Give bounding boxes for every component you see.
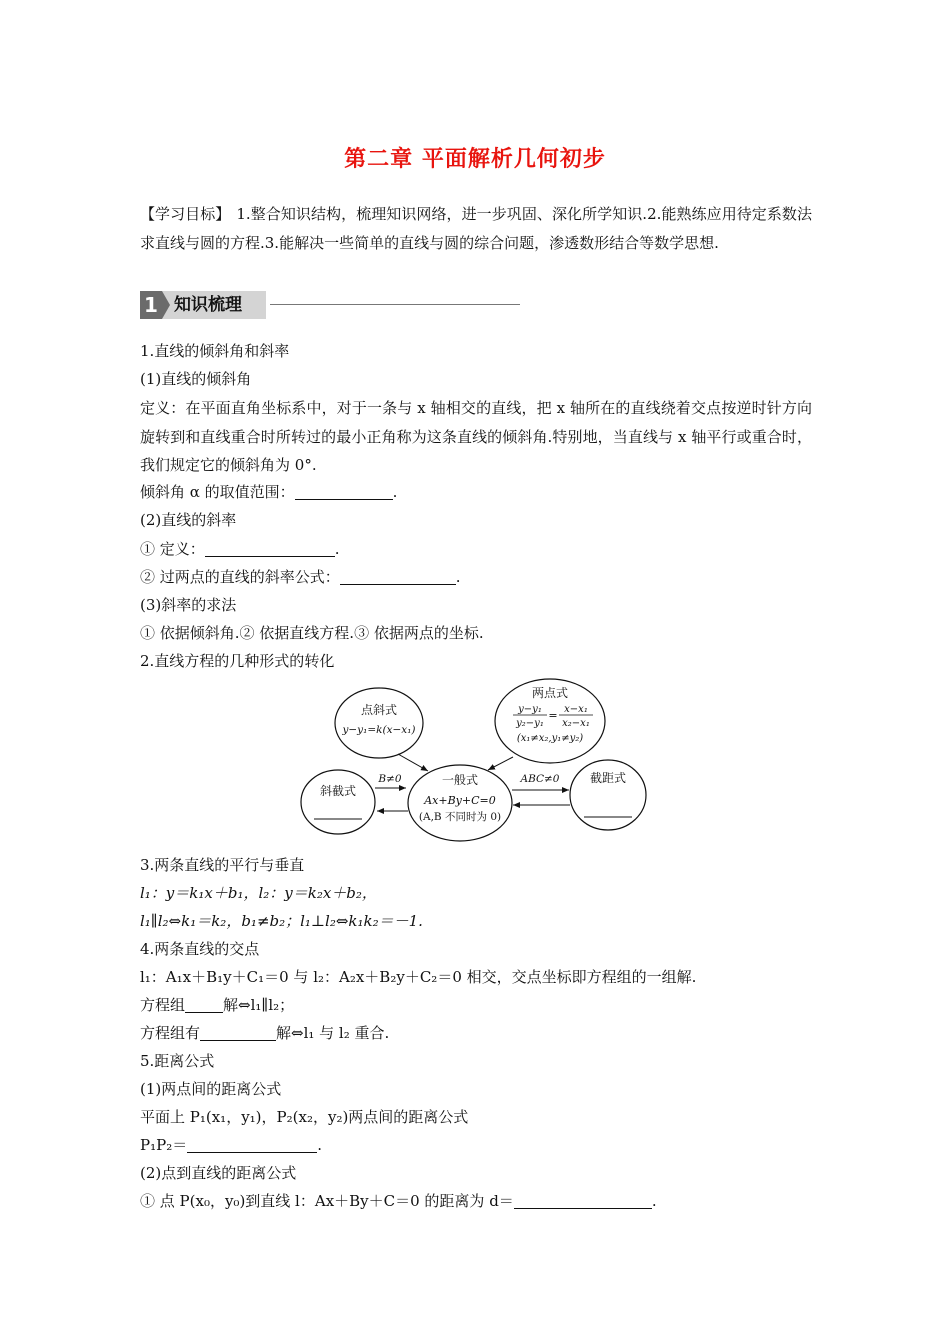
s1-sub2: (2)直线的斜率 — [140, 511, 237, 529]
s1-formula2 — [140, 563, 461, 591]
s4-heading: 4.两条直线的交点 — [140, 940, 260, 958]
answer-blank[interactable] — [340, 568, 456, 585]
s4-line3 — [140, 1019, 389, 1047]
s1-sub3: (3)斜率的求法 — [140, 596, 237, 614]
s5-line1: 平面上 P₁(x₁，y₁)，P₂(x₂，y₂)两点间的距离公式 — [140, 1108, 469, 1126]
general-title: 一般式 — [441, 773, 479, 787]
s2-heading: 2.直线方程的几种形式的转化 — [140, 652, 335, 670]
s1-range — [140, 478, 397, 506]
period: . — [392, 483, 398, 501]
point-slope-title: 点斜式 — [360, 703, 398, 717]
answer-blank[interactable] — [514, 1192, 652, 1209]
answer-blank[interactable] — [295, 483, 393, 500]
s4-line3a: 方程组有 — [140, 1024, 201, 1042]
goals-text: 1.整合知识结构，梳理知识网络，进一步巩固、深化所学知识.2.能熟练应用待定系数法求直线与圆的方程.3.能解决一些简单的直线与圆的综合问题，渗透数形结合等数学思想. — [140, 205, 812, 252]
s1-def2-text: ① 定义： — [140, 540, 205, 558]
s3-line2: l₁∥l₂⇔k₁＝k₂，b₁≠b₂；l₁⊥l₂⇔k₁k₂＝－1. — [140, 912, 423, 930]
s1-heading: 1.直线的倾斜角和斜率 — [140, 342, 290, 360]
section-title: 知识梳理 — [174, 295, 242, 315]
s4-line2b: 解⇔l₁∥l₂； — [223, 996, 295, 1014]
s3-heading: 3.两条直线的平行与垂直 — [140, 856, 305, 874]
cond-abc-nonzero: ABC≠0 — [520, 773, 560, 785]
goals-label: 【学习目标】 — [140, 205, 231, 223]
answer-blank[interactable] — [200, 1024, 276, 1041]
two-point-cond: (x₁≠x₂,y₁≠y₂) — [516, 733, 584, 744]
s1-range-text: 倾斜角 α 的取值范围： — [140, 483, 295, 501]
s5-sub1: (1)两点间的距离公式 — [140, 1080, 282, 1098]
s5-line2 — [140, 1131, 322, 1159]
s1-formula2-text: ② 过两点的直线的斜率公式： — [140, 568, 340, 586]
answer-blank[interactable] — [185, 996, 223, 1013]
answer-blank[interactable] — [187, 1136, 317, 1153]
two-point-title: 两点式 — [531, 686, 569, 700]
answer-blank[interactable] — [205, 540, 335, 557]
section-rule — [270, 304, 520, 305]
s4-line3b: 解⇔l₁ 与 l₂ 重合. — [276, 1024, 390, 1042]
s4-line2 — [140, 991, 294, 1019]
s1-definition: 定义：在平面直角坐标系中，对于一条与 x 轴相交的直线，把 x 轴所在的直线绕着交点按逆时针方向旋转到和直线重合时所转过的最小正角称为这条直线的倾斜角.特别地，当直线与 x 轴平行或重合时，我们规定它的倾斜角为 0°. — [140, 399, 812, 474]
section-marker — [162, 291, 170, 319]
line-forms-diagram — [298, 678, 650, 843]
slope-intercept-node — [301, 770, 375, 834]
two-point-num-left: y−y₁ — [518, 704, 542, 715]
s5-heading: 5.距离公式 — [140, 1052, 215, 1070]
s1-sub1: (1)直线的倾斜角 — [140, 370, 252, 388]
two-point-equals: = — [548, 709, 558, 722]
s5-line3-text: ① 点 P(x₀，y₀)到直线 l：Ax＋By＋C＝0 的距离为 d＝ — [140, 1192, 514, 1210]
cond-b-nonzero: B≠0 — [378, 773, 402, 785]
s1-methods: ① 依据倾斜角.② 依据直线方程.③ 依据两点的坐标. — [140, 624, 484, 642]
s3-line1: l₁：y＝k₁x＋b₁，l₂：y＝k₂x＋b₂， — [140, 884, 377, 902]
general-eq: Ax+By+C=0 — [424, 794, 496, 807]
period: . — [651, 1192, 657, 1210]
two-point-den-right: x₂−x₁ — [562, 718, 590, 729]
period: . — [317, 1136, 322, 1154]
arrow-two-point-to-general — [488, 757, 513, 770]
s5-line3 — [140, 1187, 657, 1215]
period: . — [334, 540, 340, 558]
point-slope-eq: y−y₁=k(x−x₁) — [342, 724, 416, 736]
intercept-title: 截距式 — [589, 771, 627, 785]
period: . — [455, 568, 461, 586]
s1-def2 — [140, 535, 340, 563]
page-title: 第二章 平面解析几何初步 — [344, 147, 606, 172]
s4-line1: l₁：A₁x＋B₁y＋C₁＝0 与 l₂：A₂x＋B₂y＋C₂＝0 相交，交点坐标即方程组的一组解. — [140, 968, 697, 986]
s5-sub2: (2)点到直线的距离公式 — [140, 1164, 297, 1182]
s5-line2-text: P₁P₂＝ — [140, 1136, 188, 1154]
section-number: 1 — [140, 291, 162, 319]
two-point-num-right: x−x₁ — [564, 704, 588, 715]
arrow-point-slope-to-general — [398, 754, 428, 771]
two-point-den-left: y₂−y₁ — [516, 718, 544, 729]
general-cond: (A,B 不同时为 0) — [418, 811, 502, 823]
point-slope-node — [335, 688, 423, 758]
learning-goals — [140, 200, 812, 258]
s4-line2a: 方程组 — [140, 996, 186, 1014]
slope-intercept-title: 斜截式 — [319, 784, 357, 798]
